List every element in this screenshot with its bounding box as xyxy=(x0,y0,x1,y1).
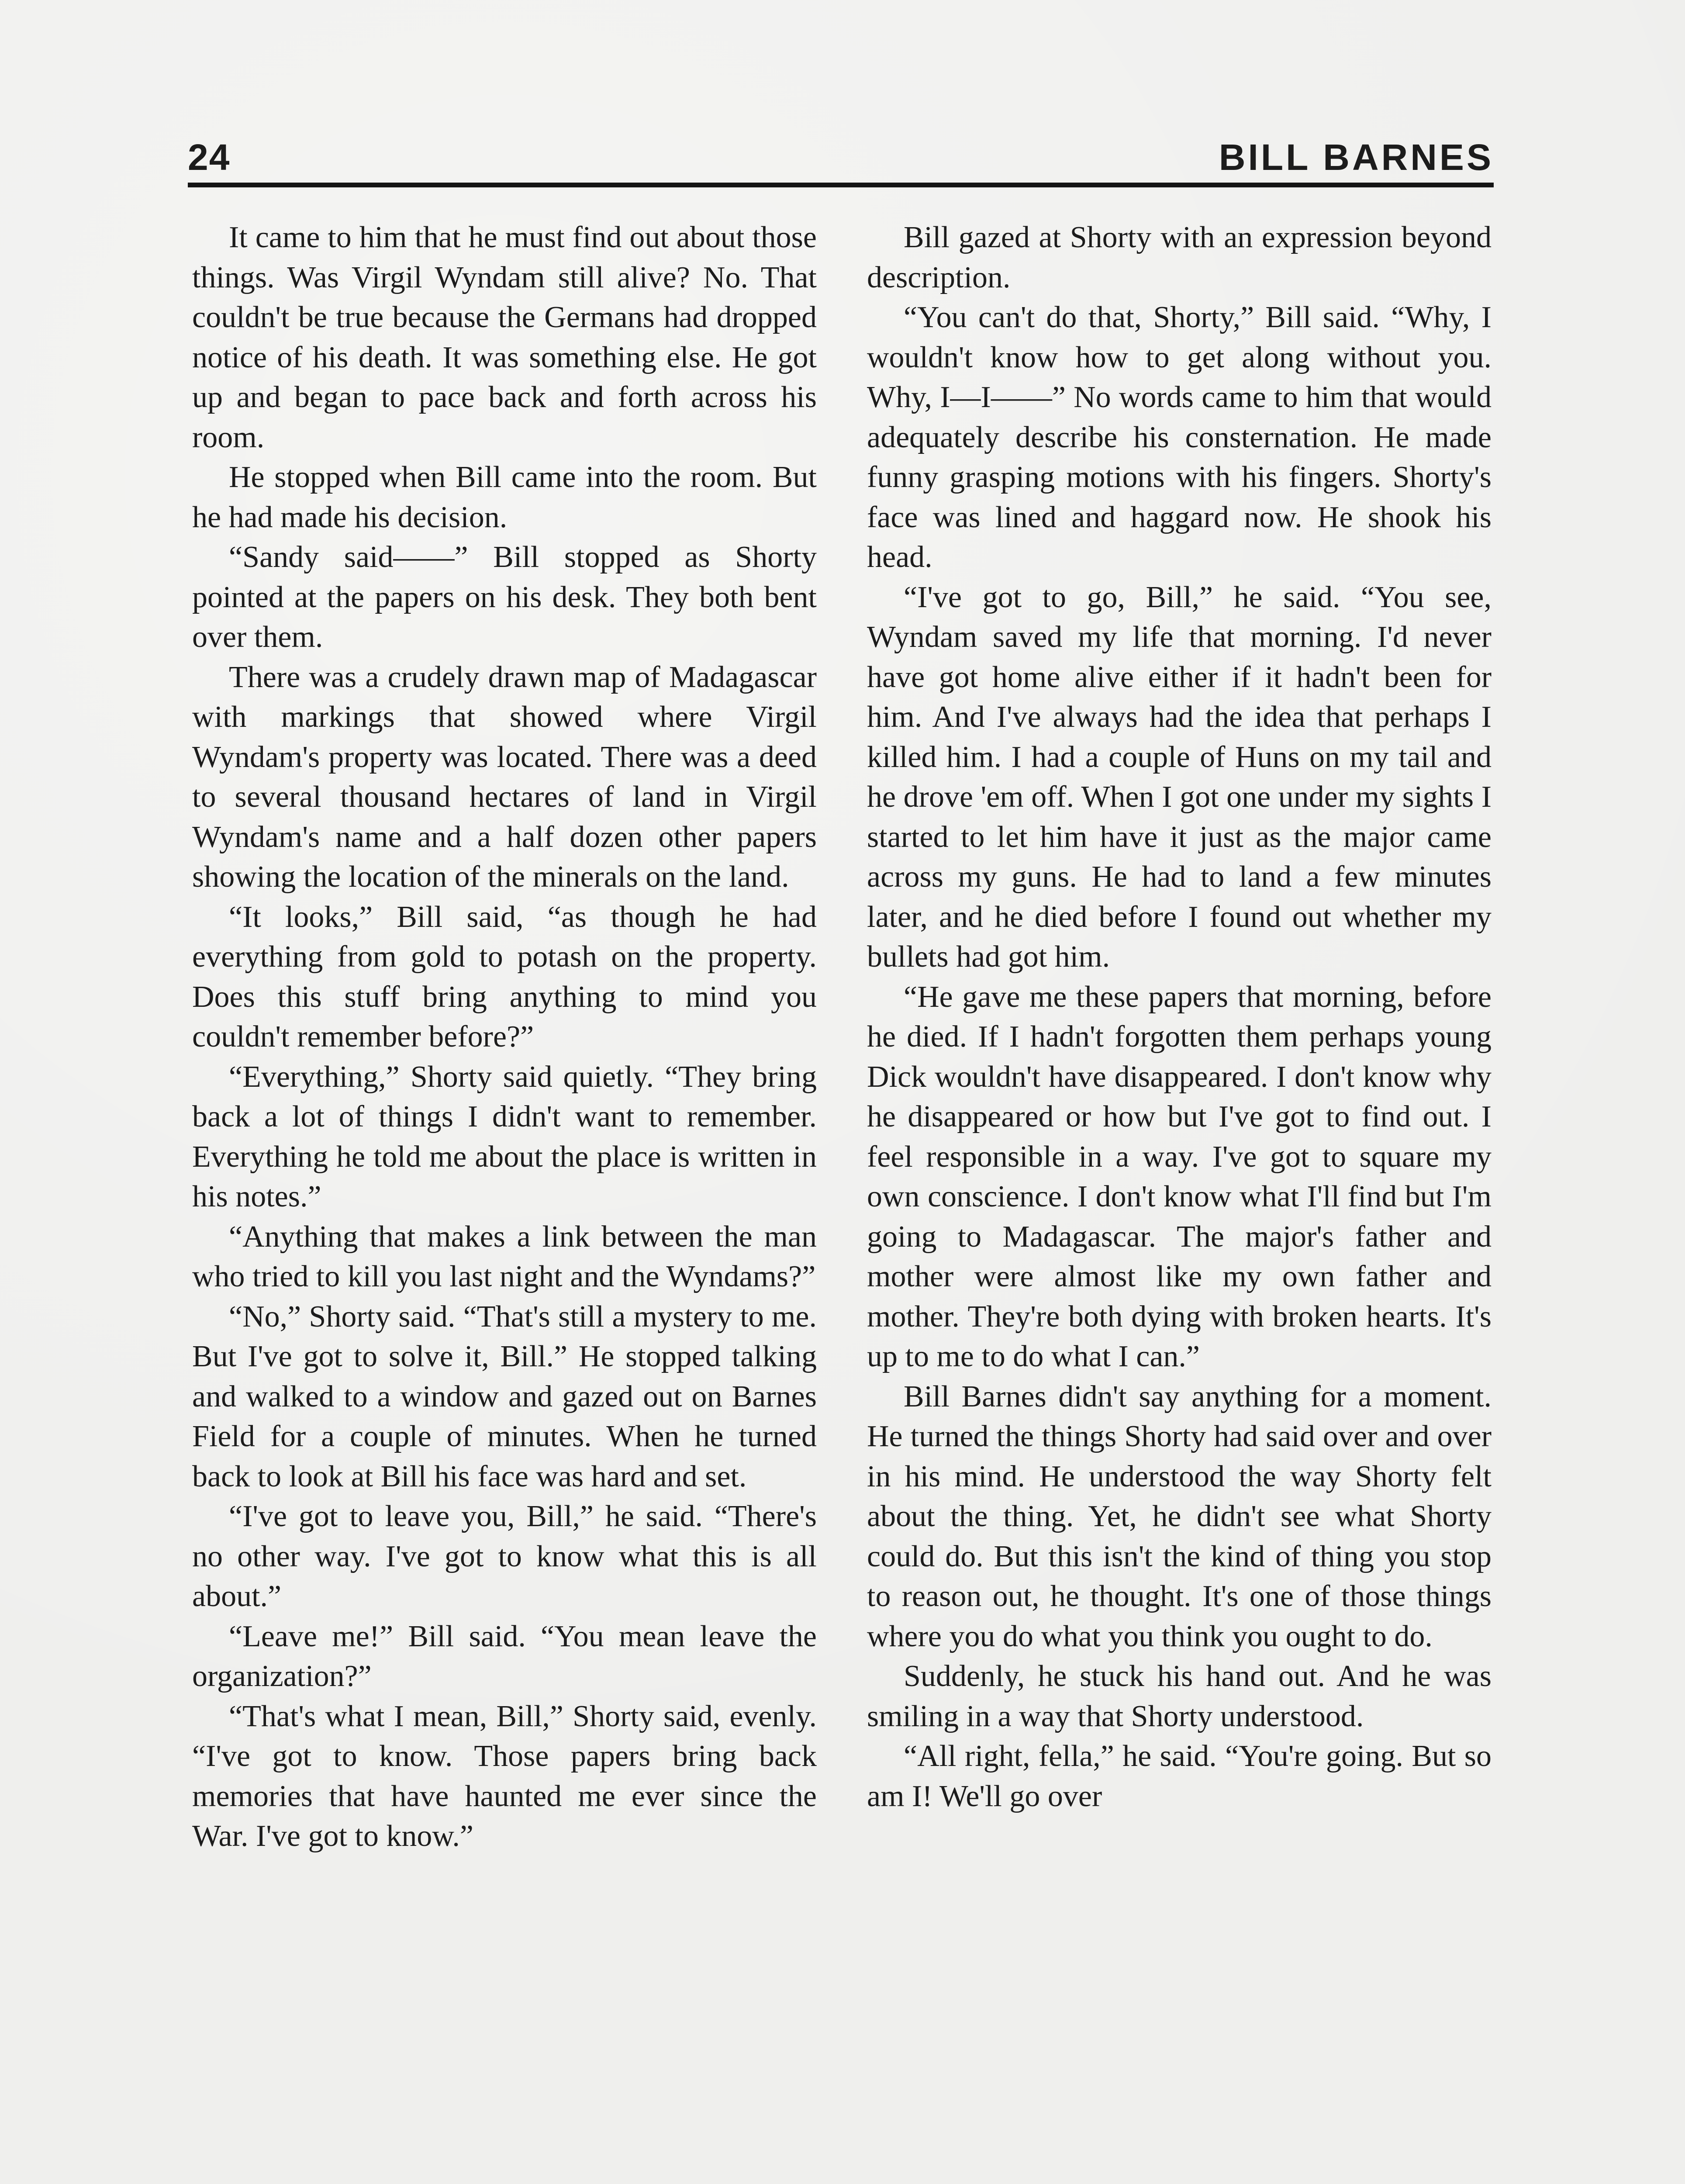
paragraph: He stopped when Bill came into the room. But he had made his decision. xyxy=(192,460,817,534)
paragraph: Bill Barnes didn't say anything for a moment. He turned the things Shorty had said over and over in his mind. He understood the way Shorty felt about the thing. Yet, he didn't see what Shorty could do. But this isn't the kind of thing you stop to reason out, he thought. It's one of those things where you do what you think you ought to do. xyxy=(867,1379,1492,1653)
paragraph: It came to him that he must find out about those things. Was Virgil Wyndam still alive? No. That couldn't be true because the Germans had dropped notice of his death. It was something else. He got up and began to pace back and forth across his room. xyxy=(192,221,817,454)
paragraph: “Sandy said——” Bill stopped as Shorty pointed at the papers on his desk. They both bent over them. xyxy=(192,540,817,654)
text-column-right xyxy=(867,218,1492,1816)
paragraph: “You can't do that, Shorty,” Bill said. “Why, I wouldn't know how to get along without you. Why, I—I——” No words came to him that would adequately describe his consternation. He made funny grasping motions with his fingers. Shorty's face was lined and haggard now. He shook his head. xyxy=(867,301,1492,574)
page-header xyxy=(188,133,1494,186)
paragraph: Suddenly, he stuck his hand out. And he was smiling in a way that Shorty understood. xyxy=(867,1659,1492,1733)
text-column-left xyxy=(192,218,817,1856)
paragraph: “He gave me these papers that morning, before he died. If I hadn't forgotten them perhaps young Dick wouldn't have disappeared. I don't know why he disappeared or how but I've got to find out. I feel responsible in a way. I've got to square my own conscience. I don't know what I'll find but I'm going to Madagascar. The major's father and mother were almost like my own father and mother. They're both dying with broken hearts. It's up to me to do what I can.” xyxy=(867,980,1492,1373)
page-number: 24 xyxy=(188,137,231,178)
running-title: BILL BARNES xyxy=(1219,137,1494,178)
paragraph: “Leave me!” Bill said. “You mean leave the organization?” xyxy=(192,1619,817,1693)
paragraph: “Anything that makes a link between the man who tried to kill you last night and the Wyndams?” xyxy=(192,1220,817,1293)
header-rule xyxy=(188,183,1494,187)
paragraph: Bill gazed at Shorty with an expression beyond description. xyxy=(867,221,1492,294)
paragraph: “I've got to leave you, Bill,” he said. “There's no other way. I've got to know what this is all about.” xyxy=(192,1500,817,1613)
paragraph: “I've got to go, Bill,” he said. “You see, Wyndam saved my life that morning. I'd never have got home alive either if it hadn't been for him. And I've always had the idea that perhaps I killed him. I had a couple of Huns on my tail and he drove 'em off. When I got one under my sights I started to let him have it just as the major came across my guns. He had to land a few minutes later, and he died before I found out whether my bullets had got him. xyxy=(867,580,1492,974)
paragraph: “It looks,” Bill said, “as though he had everything from gold to potash on the property. Does this stuff bring anything to mind you couldn't remember before?” xyxy=(192,900,817,1054)
paragraph: “All right, fella,” he said. “You're going. But so am I! We'll go over xyxy=(867,1739,1492,1813)
paragraph: “Everything,” Shorty said quietly. “They bring back a lot of things I didn't want to remember. Everything he told me about the place is written in his notes.” xyxy=(192,1060,817,1213)
paragraph: “That's what I mean, Bill,” Shorty said, evenly. “I've got to know. Those papers bring back memories that have haunted me ever since the War. I've got to know.” xyxy=(192,1699,817,1853)
paragraph: “No,” Shorty said. “That's still a mystery to me. But I've got to solve it, Bill.” He stopped talking and walked to a window and gazed out on Barnes Field for a couple of minutes. When he turned back to look at Bill his face was hard and set. xyxy=(192,1299,817,1493)
paragraph: There was a crudely drawn map of Madagascar with markings that showed where Virgil Wyndam's property was located. There was a deed to several thousand hectares of land in Virgil Wyndam's name and a half dozen other papers showing the location of the minerals on the land. xyxy=(192,660,817,894)
